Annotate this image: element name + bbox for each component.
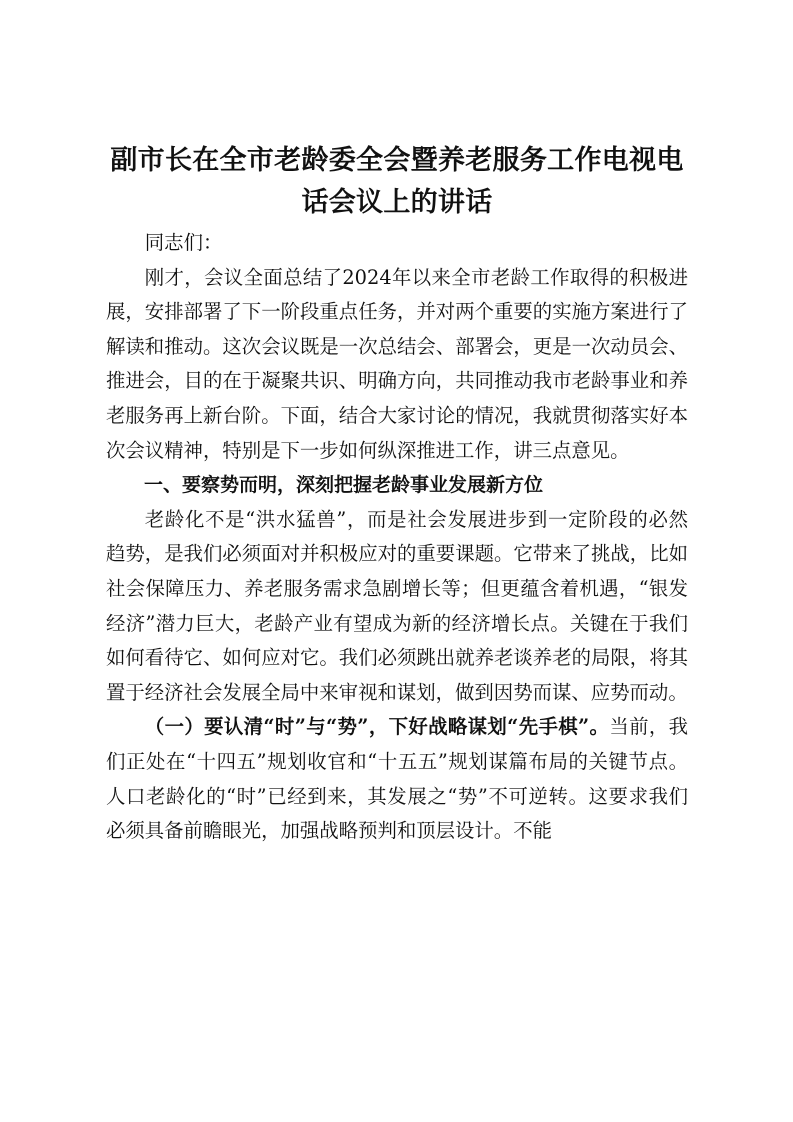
paragraph-intro: 刚才，会议全面总结了2024年以来全市老龄工作取得的积极进展，安排部署了下一阶段重点任务，并对两个重要的实施方案进行了解读和推动。这次会议既是一次总结会、部署会，更是一次动员会、推进会，目的在于凝聚共识、明确方向，共同推动我市老龄事业和养老服务再上新台阶。下面，结合大家讨论的情况，我就贯彻落实好本次会议精神，特别是下一步如何纵深推进工作，讲三点意见。: [106, 265, 688, 462]
subsection-body-1: 当前，我们正处在“十四五”规划收官和“十五五”规划谋篇布局的关键节点。人口老龄化的“时”已经到来，其发展之“势”不可逆转。这要求我们必须具备前瞻眼光，加强战略预判和顶层设计。不能: [106, 715, 689, 843]
section-heading-1: 一、要察势而明，深刻把握老龄事业发展新方位: [144, 474, 544, 497]
subsection-heading-1: （一）要认清“时”与“势”，下好战略谋划“先手棋”。: [144, 715, 610, 739]
paragraph-subsection-1: [106, 710, 688, 848]
paragraph-section-1: 老龄化不是“洪水猛兽”，而是社会发展进步到一定阶段的必然趋势，是我们必须面对并积极应对的重要课题。它带来了挑战，比如社会保障压力、养老服务需求急剧增长等；但更蕴含着机遇，“银发经济”潜力巨大，老龄产业有望成为新的经济增长点。关键在于我们如何看待它、如何应对它。我们必须跳出就养老谈养老的局限，将其置于经济社会发展全局中来审视和谋划，做到因势而谋、应势而动。: [106, 507, 688, 704]
document-title: 副市长在全市老龄委全会暨养老服务工作电视电话会议上的讲话: [110, 145, 684, 218]
document-page: [106, 140, 688, 849]
greeting: 同志们：: [144, 231, 223, 254]
